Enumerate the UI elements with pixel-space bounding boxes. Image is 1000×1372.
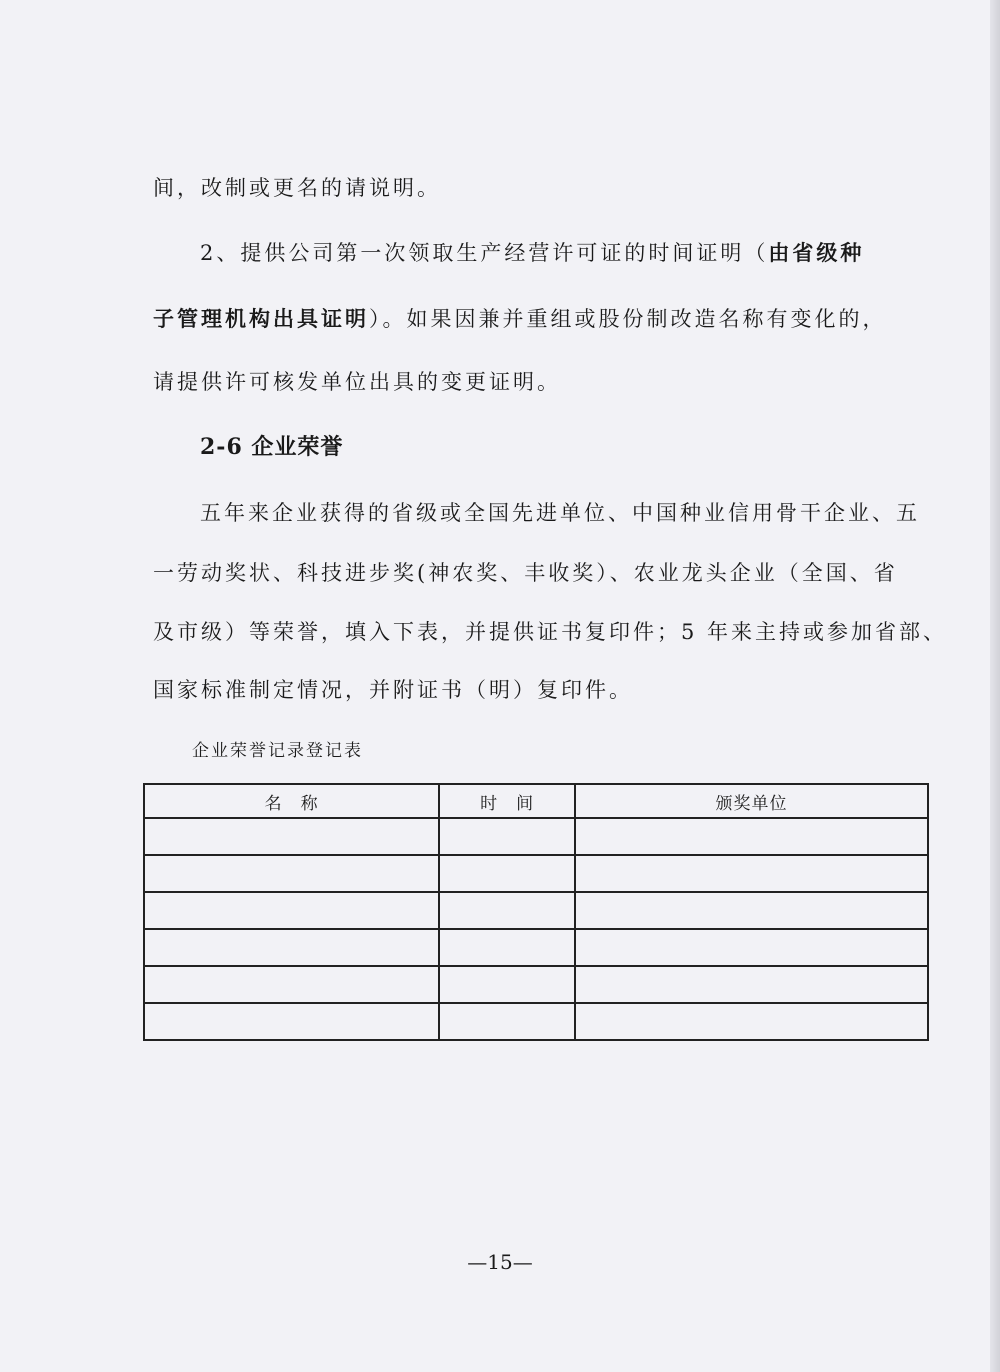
paragraph-line [0, 557, 1000, 587]
table-cell [575, 929, 928, 966]
table-row [144, 855, 928, 892]
paragraph-line [0, 616, 1000, 646]
paragraph-line [0, 172, 1000, 202]
text: 五年来企业获得的省级或全国先进单位、中国种业信用骨干企业、五 [200, 501, 920, 525]
table-cell [439, 929, 575, 966]
table-row [144, 892, 928, 929]
table-caption [0, 736, 1000, 761]
table-cell [439, 855, 575, 892]
table-cell [575, 1003, 928, 1040]
section-heading [0, 430, 1000, 461]
text: 国家标准制定情况，并附证书（明）复印件。 [153, 678, 633, 702]
table-cell [575, 892, 928, 929]
text: 间，改制或更名的请说明。 [153, 176, 441, 200]
table-cell [144, 966, 439, 1003]
page-number: —15— [467, 1250, 533, 1274]
column-header-name: 名 称 [144, 784, 439, 818]
table-cell [575, 818, 928, 855]
text: 2、提供公司第一次领取生产经营许可证的时间证明（ [200, 241, 769, 265]
caption-text: 企业荣誉记录登记表 [192, 741, 363, 761]
paragraph-line [0, 303, 1000, 333]
table-cell [439, 818, 575, 855]
table-cell [575, 966, 928, 1003]
table-row [144, 1003, 928, 1040]
paragraph-line [0, 497, 1000, 527]
table-row [144, 929, 928, 966]
table-cell [439, 966, 575, 1003]
table-header-row [144, 784, 928, 818]
table-cell [144, 892, 439, 929]
table-row [144, 818, 928, 855]
text: 一劳动奖状、科技进步奖(神农奖、丰收奖）、农业龙头企业（全国、省 [153, 561, 898, 585]
honors-table [143, 783, 929, 1041]
heading-text: 2-6 企业荣誉 [200, 434, 344, 460]
table-cell [144, 929, 439, 966]
table-cell [144, 855, 439, 892]
paragraph-line [0, 674, 1000, 704]
text: ）。如果因兼并重组或股份制改造名称有变化的， [369, 307, 887, 331]
paragraph-line [0, 237, 1000, 267]
bold-text: 由省级种 [768, 240, 865, 265]
bold-text: 子管理机构出具证明 [153, 306, 369, 331]
paragraph-line [0, 366, 1000, 396]
table-cell [144, 818, 439, 855]
column-header-time: 时 间 [439, 784, 575, 818]
table-cell [439, 1003, 575, 1040]
text: 请提供许可核发单位出具的变更证明。 [153, 370, 561, 394]
column-header-issuer: 颁奖单位 [575, 784, 928, 818]
table-cell [144, 1003, 439, 1040]
table-row [144, 966, 928, 1003]
table-cell [575, 855, 928, 892]
table-cell [439, 892, 575, 929]
text: 及市级）等荣誉，填入下表，并提供证书复印件；5 年来主持或参加省部、 [153, 620, 948, 644]
